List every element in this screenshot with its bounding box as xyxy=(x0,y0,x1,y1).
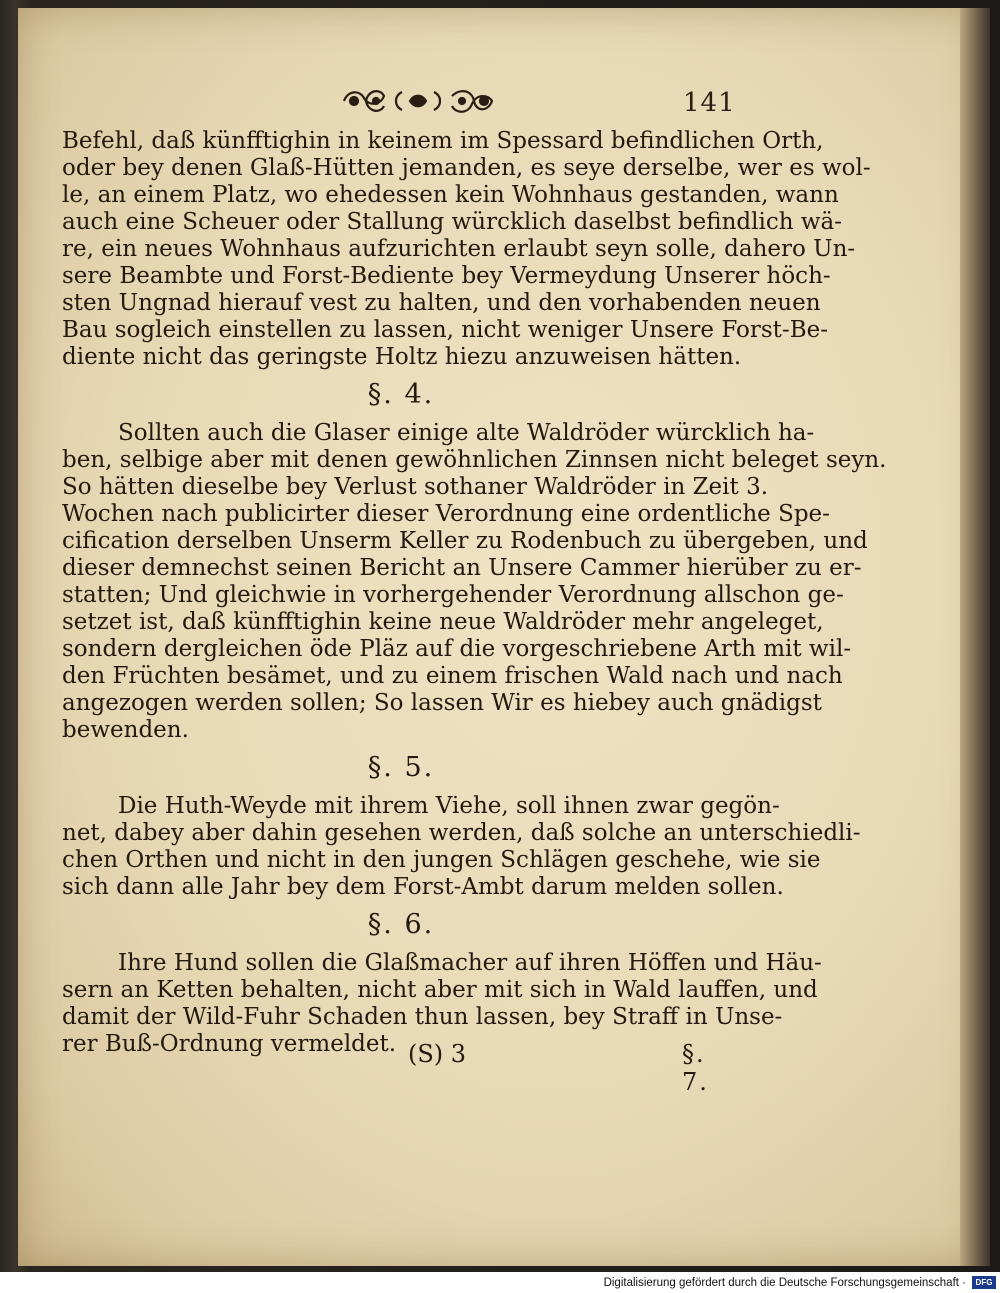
dfg-logo-icon: DFG xyxy=(972,1276,996,1289)
header-ornament xyxy=(338,84,498,118)
section-4-paragraph xyxy=(62,420,887,744)
funding-credit: Digitalisierung gefördert durch die Deutsche Forschungsgemeinschaft · xyxy=(603,1276,966,1289)
text-line: auch eine Scheuer oder Stallung würcklich daselbst befindlich wä- xyxy=(62,209,843,235)
page-footer xyxy=(62,1040,740,1096)
page-edge xyxy=(960,8,990,1266)
text-line: ben, selbige aber mit denen gewöhnlichen Zinnsen nicht beleget seyn. xyxy=(62,447,887,473)
text-line: dieser demnechst seinen Bericht an Unsere Cammer hierüber zu er- xyxy=(62,555,862,581)
text-line: den Früchten besämet, und zu einem frischen Wald nach und nach xyxy=(62,663,843,689)
signature-mark: (S) 3 xyxy=(408,1040,467,1068)
text-line: bewenden. xyxy=(62,717,189,743)
text-line: setzet ist, daß künfftighin keine neue Waldröder mehr angeleget, xyxy=(62,609,824,635)
text-line: So hätten dieselbe bey Verlust sothaner Waldröder in Zeit 3. xyxy=(62,474,769,500)
text-line: oder bey denen Glaß-Hütten jemanden, es seye derselbe, wer es wol- xyxy=(62,155,871,181)
section-5-paragraph xyxy=(62,793,861,901)
text-line: Die Huth-Weyde mit ihrem Viehe, soll ihnen zwar gegön- xyxy=(118,793,780,819)
text-line: sere Beambte und Forst-Bediente bey Vermeydung Unserer höch- xyxy=(62,263,831,289)
text-line: sten Ungnad hierauf vest zu halten, und den vorhabenden neuen xyxy=(62,290,821,316)
text-line: sich dann alle Jahr bey dem Forst-Ambt darum melden sollen. xyxy=(62,874,784,900)
text-line: chen Orthen und nicht in den jungen Schlägen geschehe, wie sie xyxy=(62,847,821,873)
printers-ornament-icon xyxy=(338,84,498,118)
text-line: re, ein neues Wohnhaus aufzurichten erlaubt seyn solle, dahero Un- xyxy=(62,236,856,262)
text-line: Wochen nach publicirter dieser Verordnung eine ordentliche Spe- xyxy=(62,501,830,527)
text-line: cification derselben Unserm Keller zu Rodenbuch zu übergeben, und xyxy=(62,528,868,554)
text-line: Befehl, daß künfftighin in keinem im Spessard befindlichen Orth, xyxy=(62,128,824,154)
text-line: sondern dergleichen öde Pläz auf die vorgeschriebene Arth mit wil- xyxy=(62,636,852,662)
text-line: net, dabey aber dahin gesehen werden, daß solche an unterschiedli- xyxy=(62,820,861,846)
text-line: le, an einem Platz, wo ehedessen kein Wohnhaus gestanden, wann xyxy=(62,182,839,208)
text-line: rer Buß-Ordnung vermeldet. xyxy=(62,1031,397,1057)
text-line: diente nicht das geringste Holtz hiezu anzuweisen hätten. xyxy=(62,344,742,370)
text-line: Bau sogleich einstellen zu lassen, nicht weniger Unsere Forst-Be- xyxy=(62,317,828,343)
text-line: damit der Wild-Fuhr Schaden thun lassen, bey Straff in Unse- xyxy=(62,1004,783,1030)
text-line: Ihre Hund sollen die Glaßmacher auf ihren Höffen und Häu- xyxy=(118,950,822,976)
text-line: Sollten auch die Glaser einige alte Waldröder würcklich ha- xyxy=(118,420,815,446)
text-line: sern an Ketten behalten, nicht aber mit sich in Wald lauffen, und xyxy=(62,977,818,1003)
section-heading-6: §. 6. xyxy=(367,909,435,940)
text-line: statten; Und gleichwie in vorhergehender Verordnung allschon ge- xyxy=(62,582,844,608)
section-heading-5: §. 5. xyxy=(367,752,435,783)
opening-paragraph xyxy=(62,128,871,371)
page-text xyxy=(62,128,887,1058)
catchword: §. 7. xyxy=(682,1040,709,1096)
text-line: angezogen werden sollen; So lassen Wir es hiebey auch gnädigst xyxy=(62,690,822,716)
section-heading-4: §. 4. xyxy=(367,379,435,410)
page-number: 141 xyxy=(683,88,736,118)
credit-bar xyxy=(0,1272,1000,1293)
